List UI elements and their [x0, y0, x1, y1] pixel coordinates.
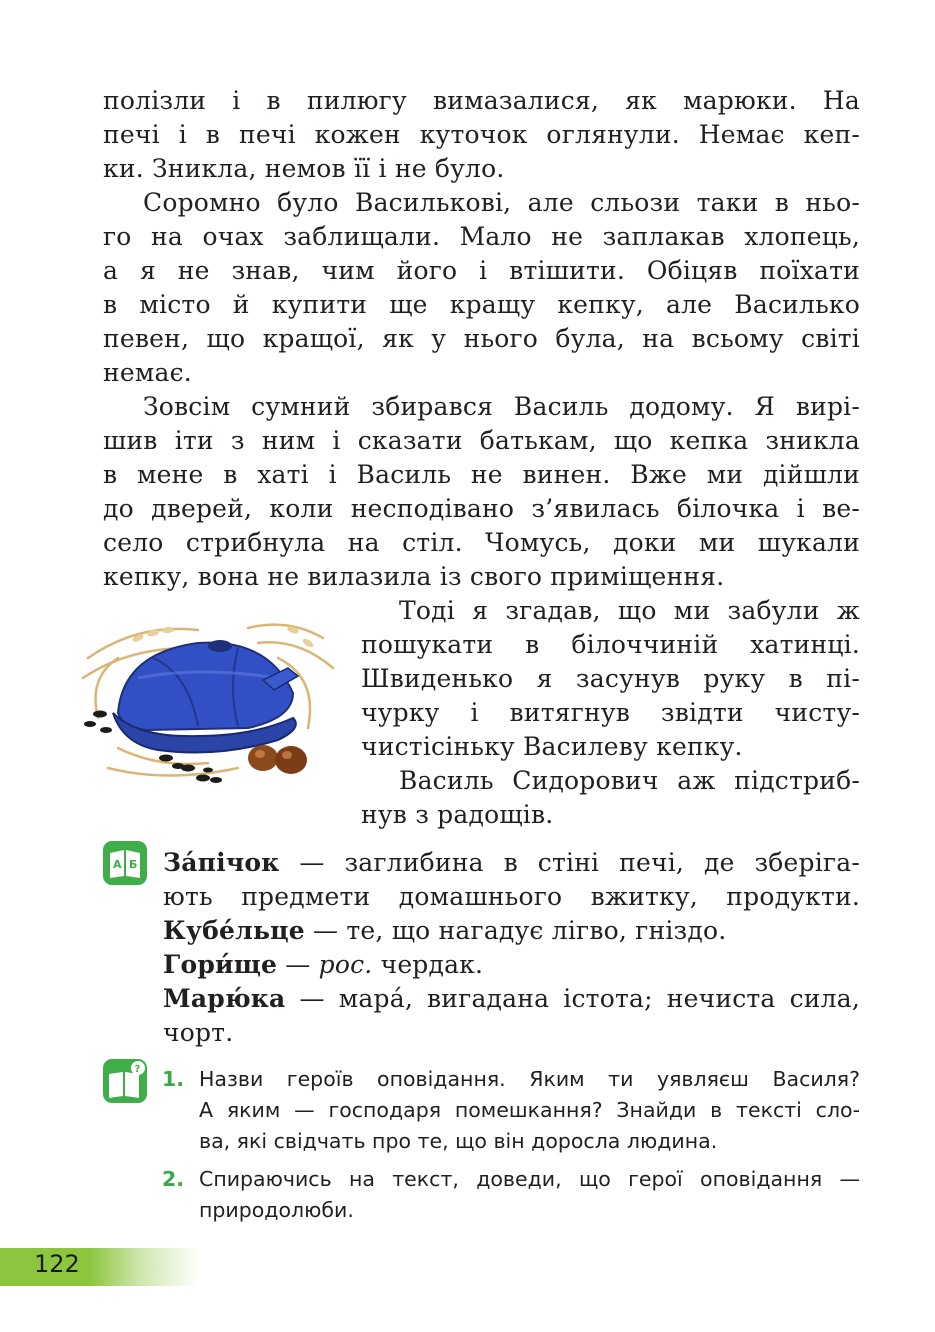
glossary-definition: чердак.	[372, 950, 484, 979]
cap-illustration	[78, 618, 340, 788]
glossary-term: Кубе́льце	[163, 916, 305, 945]
page-number: 122	[34, 1250, 80, 1278]
text-line: в мене в хаті і Василь не винен. Вже ми дійшли	[103, 460, 860, 489]
text-line: ки. Зникла, немов її і не було.	[103, 154, 505, 183]
text-line: печі і в печі кожен куточок оглянули. Немає кеп-	[103, 120, 860, 149]
abc-book-icon	[102, 840, 148, 886]
glossary-dash: —	[277, 950, 319, 979]
question-line: Назви героїв оповідання. Яким ти уявляєш Василя?	[199, 1067, 860, 1091]
text-line: го на очах заблищали. Мало не заплакав хлопець,	[103, 222, 860, 251]
text-line: Зовсім сумний збирався Василь додому. Я вирі-	[143, 392, 860, 421]
text-line: полізли і в пилюгу вимазалися, як марюки. На	[103, 86, 860, 115]
svg-text:?: ?	[134, 1064, 141, 1075]
glossary-definition: — мара́, вигадана істота; нечиста сила,	[285, 984, 860, 1013]
glossary-entry-cont: ють предмети домашнього вжитку, продукти.	[163, 882, 860, 911]
svg-text:Б: Б	[129, 858, 138, 871]
text-line: кепку, вона не вилазила із свого приміщення.	[103, 562, 725, 591]
text-line: Тоді я згадав, що ми забули ж	[399, 596, 860, 625]
svg-text:А: А	[113, 858, 122, 871]
glossary-entry	[163, 948, 860, 982]
glossary-entry	[163, 982, 860, 1016]
glossary-definition: — заглибина в стіні печі, де зберіга-	[279, 848, 860, 877]
text-line: Швиденько я засунув руку в пі-	[361, 664, 860, 693]
question-line: ва, які свідчать про те, що він доросла людина.	[199, 1129, 718, 1153]
glossary-term: Марю́ка	[163, 984, 286, 1013]
glossary-term: Гори́ще	[163, 950, 278, 979]
text-line: а я не знав, чим його і втішити. Обіцяв поїхати	[103, 256, 860, 285]
question-line: А яким — господаря помешкання? Знайди в тексті сло-	[199, 1098, 860, 1122]
question-number: 1.	[162, 1067, 185, 1091]
text-line: пошукати в білоччиній хатинці.	[361, 630, 860, 659]
glossary-entry-cont: чорт.	[163, 1018, 234, 1047]
text-line: до дверей, коли несподівано з’явилась білочка і ве-	[103, 494, 860, 523]
text-line: Василь Сидорович аж підстриб-	[399, 766, 860, 795]
question-line: Спираючись на текст, доведи, що герої оповідання —	[199, 1167, 860, 1191]
text-line: немає.	[103, 358, 192, 387]
glossary-entry	[163, 846, 860, 880]
glossary-term: За́пічок	[163, 848, 280, 877]
text-line: село стрибнула на стіл. Чомусь, доки ми шукали	[103, 528, 860, 557]
question-line: природолюби.	[199, 1198, 354, 1222]
glossary-definition: — те, що нагадує лігво, гніздо.	[304, 916, 727, 945]
question-book-icon	[102, 1058, 148, 1104]
question-number: 2.	[162, 1167, 185, 1191]
glossary-entry	[163, 914, 860, 948]
glossary-abbreviation: рос.	[318, 950, 373, 979]
text-line: нув з радощів.	[361, 800, 554, 829]
text-line: певен, що кращої, як у нього була, на всьому світі	[103, 324, 860, 353]
text-line: чурку і витягнув звідти чисту-	[361, 698, 860, 727]
text-line: чистісіньку Василеву кепку.	[361, 732, 743, 761]
text-line: шив іти з ним і сказати батькам, що кепка зникла	[103, 426, 860, 455]
page-number-band	[0, 1248, 200, 1286]
text-line: Соромно було Васильковi, але сльози таки в ньо-	[143, 188, 860, 217]
text-line: в місто й купити ще кращу кепку, але Василько	[103, 290, 860, 319]
